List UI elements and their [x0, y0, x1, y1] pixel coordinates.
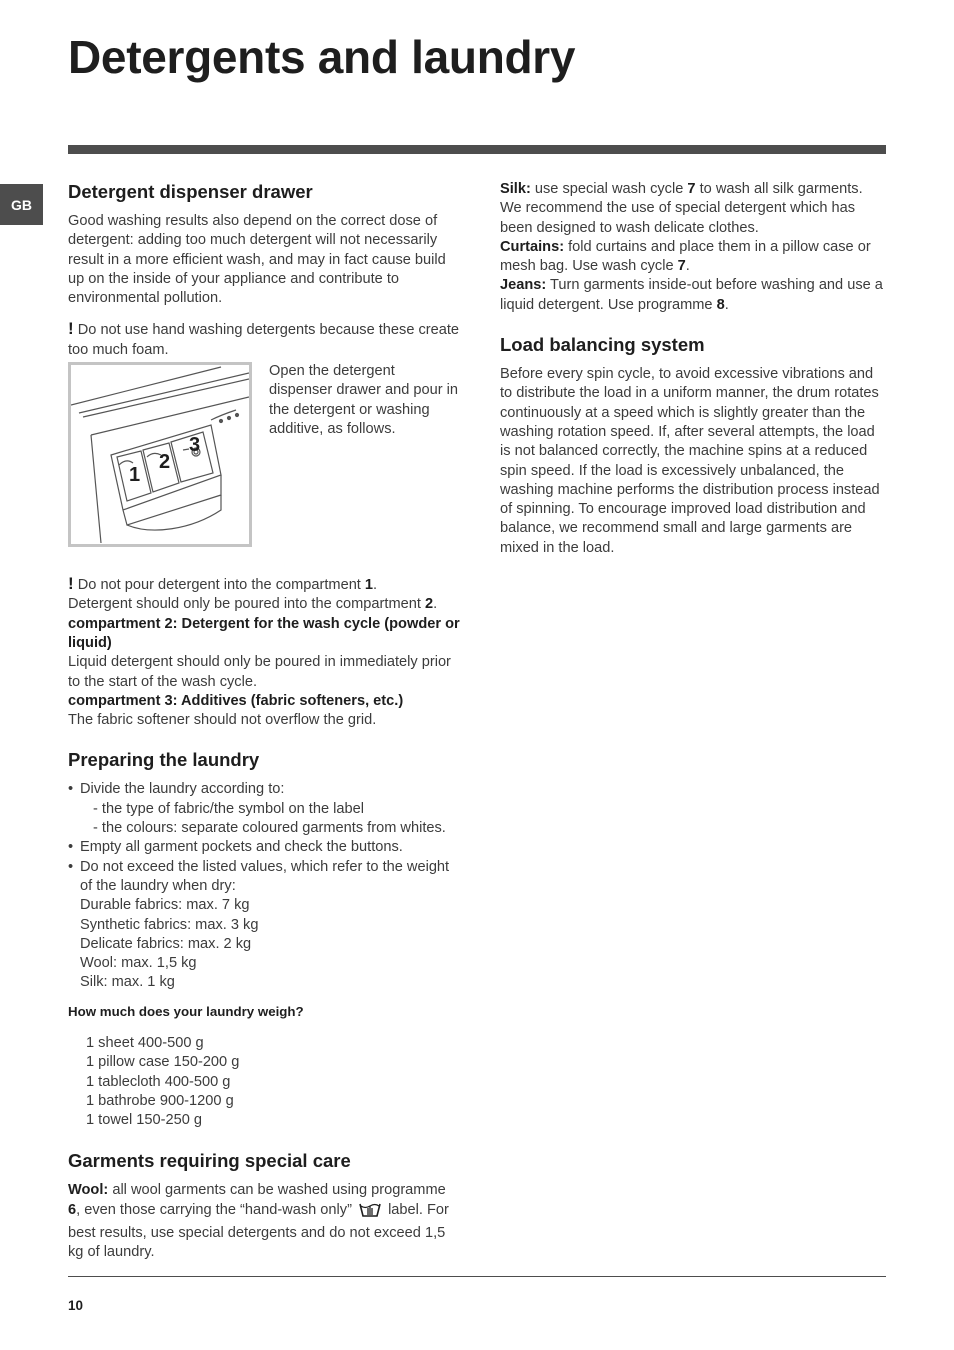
weight-item: 1 tablecloth 400-500 g [86, 1073, 231, 1090]
balancing-text: Before every spin cycle, to avoid excessive vibrations and to distribute the load in a uniform manner, the drum rotates continuously at a speed which is slightly greater than the washing rotation speed. If, after several attempts, the load is not balanced correctly, the machine spins at a reduced spin speed. If the load is excessively unbalanced, the washing machine performs the distribution process instead of spinning. To encourage improved load distribution and balance, we recommend small and large garments are mixed in the load. [500, 366, 880, 556]
preparing-heading: Preparing the laundry [68, 749, 260, 771]
sub-item: - the colours: separate coloured garments from whites. [93, 820, 446, 837]
dispenser-drawer-illustration [68, 362, 252, 547]
figure-label-2: 2 [159, 451, 171, 474]
dispenser-drawer-drawing [71, 365, 249, 544]
bottom-divider [68, 1276, 886, 1277]
figure-label-1: 1 [129, 464, 141, 487]
weight-item: 1 bathrobe 900-1200 g [86, 1092, 234, 1109]
top-divider [68, 145, 886, 154]
bullet-icon: • [68, 781, 74, 798]
warning-hand-wash: ! Do not use hand washing detergents because these create too much foam. [68, 319, 460, 358]
weight-limit: Durable fabrics: max. 7 kg [80, 897, 250, 914]
weight-item: 1 pillow case 150-200 g [86, 1054, 240, 1071]
preparing-list [68, 780, 460, 992]
wool-paragraph: Wool: all wool garments can be washed using programme 6, even those carrying the “hand-wash only” label. For best results, use special detergents and do not exceed 1,5 kg of laundry. [68, 1181, 449, 1261]
weight-limit: Delicate fabrics: max. 2 kg [80, 935, 252, 952]
language-tab: GB [0, 184, 43, 225]
compartment-2-instruction: Detergent should only be poured into the compartment 2. [68, 596, 438, 613]
weight-item: 1 towel 150-250 g [86, 1112, 203, 1129]
weight-limit: Silk: max. 1 kg [80, 974, 175, 991]
right-column [500, 180, 888, 558]
page-title: Detergents and laundry [68, 31, 576, 83]
warning-compartment-1: ! Do not pour detergent into the compartment 1. [68, 574, 378, 594]
compartment-info [68, 574, 460, 730]
figure-label-3: 3 [189, 434, 201, 457]
bullet-icon: • [68, 839, 74, 856]
list-item: • Divide the laundry according to: - the type of fabric/the symbol on the label - the colours: separate coloured garments from whites. [68, 780, 460, 838]
sub-item: - the type of fabric/the symbol on the label [93, 800, 364, 817]
page-number: 10 [68, 1298, 84, 1313]
weight-limit: Synthetic fabrics: max. 3 kg [80, 916, 259, 933]
warning-icon: ! [68, 574, 74, 594]
weights-list [68, 1034, 460, 1130]
warning-icon: ! [68, 319, 74, 339]
dispenser-figure-row [68, 362, 460, 547]
silk-paragraph: Silk: use special wash cycle 7 to wash all silk garments. We recommend the use of special detergent which has been designed to wash delicate clothes. [500, 181, 863, 236]
dispenser-intro: Good washing results also depend on the correct dose of detergent: adding too much detergent will not necessarily result in a more efficient wash, and may in fact cause build up on the inside of your appliance and contribute to environmental pollution. [68, 213, 446, 307]
hand-wash-icon [358, 1200, 382, 1224]
compartment-3-heading: compartment 3: Additives (fabric softeners, etc.) [68, 692, 404, 709]
compartment-3-text: The fabric softener should not overflow the grid. [68, 712, 377, 729]
left-column [68, 180, 460, 1263]
special-care-heading: Garments requiring special care [68, 1149, 351, 1171]
list-item: • Empty all garment pockets and check the buttons. [68, 838, 460, 857]
jeans-paragraph: Jeans: Turn garments inside-out before washing and use a liquid detergent. Use programme 8. [500, 277, 883, 313]
compartment-2-heading: compartment 2: Detergent for the wash cycle (powder or liquid) [68, 615, 460, 651]
figure-caption: Open the detergent dispenser drawer and pour in the detergent or washing additive, as follows. [269, 363, 459, 437]
weigh-heading: How much does your laundry weigh? [68, 1003, 304, 1019]
bullet-icon: • [68, 858, 74, 875]
compartment-2-text: Liquid detergent should only be poured in immediately prior to the start of the wash cycle. [68, 654, 451, 690]
weight-item: 1 sheet 400-500 g [86, 1035, 204, 1052]
weight-limit: Wool: max. 1,5 kg [80, 955, 197, 972]
dispenser-heading: Detergent dispenser drawer [68, 181, 313, 202]
curtains-paragraph: Curtains: fold curtains and place them in a pillow case or mesh bag. Use wash cycle 7. [500, 238, 871, 275]
list-item: • Do not exceed the listed values, which refer to the weight of the laundry when dry: Durable fabrics: max. 7 kg Synthetic fabrics: max. 3 kg Delicate fabrics: max. 2 kg Wool: max. 1,5 kg Silk: max. 1 kg [68, 858, 460, 993]
balancing-heading: Load balancing system [500, 334, 705, 356]
